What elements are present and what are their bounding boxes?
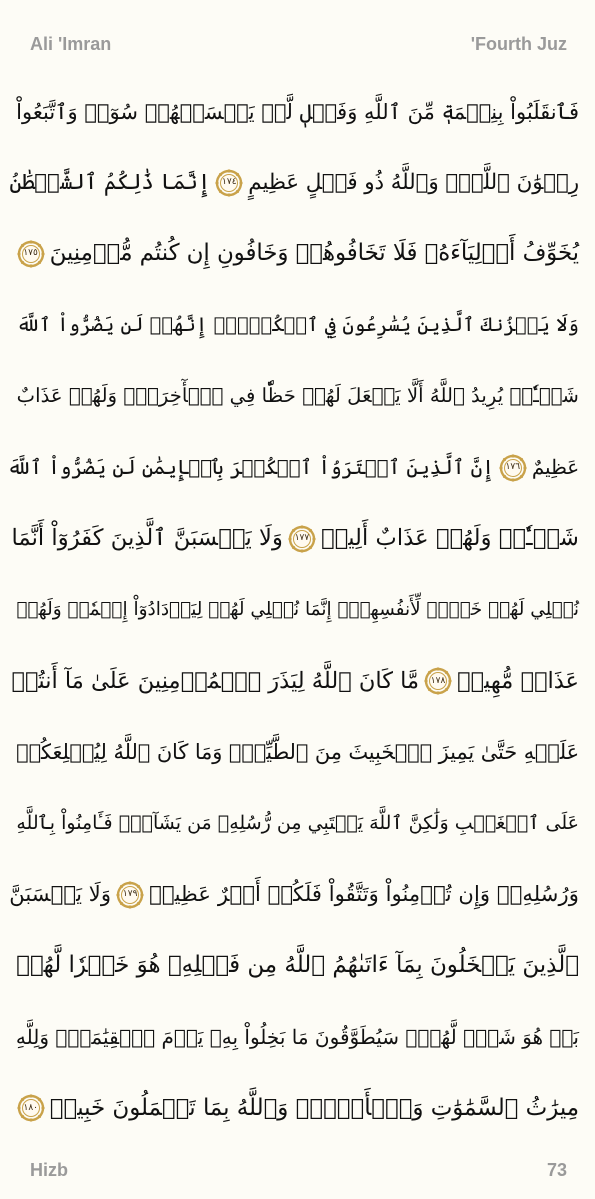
verse-text: فَٱنقَلَبُواْ بِنِعۡمَةٖ مِّنَ ٱللَّهِ وَفَضۡلٖ لَّمۡ يَمۡسَسۡهُمۡ سُوٓءٞ وَٱتَّبَعُواْ — [16, 98, 579, 124]
verse-text: رِضۡوَٰنَ ٱللَّهِۗ وَٱللَّهُ ذُو فَضۡلٍ عَظِيمٍ — [248, 170, 579, 196]
verse-text: عَذَابٞ مُّهِينٞ — [457, 667, 579, 694]
verse-line — [16, 574, 579, 645]
page-footer — [30, 1156, 567, 1184]
verse-text-group — [111, 880, 579, 910]
verse-text-group — [12, 239, 579, 269]
ayah-end-marker-icon — [214, 168, 244, 198]
ayah-number: ١٧٦ — [505, 462, 521, 472]
verse-text: عَلَى ٱلۡغَيۡبِ وَلَٰكِنَّ ٱللَّهَ يَجۡتَبِي مِن رُّسُلِهِۦ مَن يَشَآءُۖ فَـَٔامِنُواْ بِٱللَّهِ — [16, 811, 579, 834]
ayah-number: ١٧٩ — [122, 889, 138, 900]
ayah-end-marker-icon — [16, 1093, 46, 1123]
verse-text: وَلَا يَحۡزُنكَ ٱلَّذِينَ يُسَٰرِعُونَ فِي ٱلۡكُفۡرِۚ إِنَّهُمۡ لَن يَضُرُّواْ ٱللَّهَ — [16, 313, 579, 337]
ayah-number: ١٧٥ — [23, 248, 38, 259]
verse-text: مِيرَٰثُ ٱلسَّمَٰوَٰتِ وَٱلۡأَرۡضِۗ وَٱللَّهُ بِمَا تَعۡمَلُونَ خَبِيرٞ — [49, 1094, 579, 1121]
verse-text: إِنَّ ٱلَّذِينَ ٱشۡتَرَوُاْ ٱلۡكُفۡرَ بِٱلۡإِيمَٰنِ لَن يَضُرُّواْ ٱللَّهَ — [7, 455, 494, 479]
verse-text: نُمۡلِي لَهُمۡ خَيۡرٞ لِّأَنفُسِهِمۡۚ إِنَّمَا نُمۡلِي لَهُمۡ لِيَزۡدَادُوٓاْ إِثۡمٗاۖ وَلَهُمۡ — [16, 598, 579, 620]
verse-text: بَلۡ هُوَ شَرّٞ لَّهُمۡۖ سَيُطَوَّقُونَ مَا بَخِلُواْ بِهِۦ يَوۡمَ ٱلۡقِيَٰمَةِۗ وَلِلَّهِ — [15, 1025, 579, 1050]
verse-line — [9, 147, 579, 218]
page-header — [30, 30, 567, 58]
verse-line — [16, 1073, 579, 1144]
verse-line — [16, 717, 579, 788]
verse-text-group — [419, 666, 579, 696]
verse-text: وَرُسُلِهِۦۚ وَإِن تُؤۡمِنُواْ وَتَتَّقُواْ فَلَكُمۡ أَجۡرٌ عَظِيمٞ — [149, 882, 579, 908]
verse-text-group — [210, 168, 579, 198]
verse-text: شَيۡـٔٗاۚ يُرِيدُ ٱللَّهُ أَلَّا يَجۡعَلَ لَهُمۡ حَظّٗا فِي ٱلۡأٓخِرَةِۖ وَلَهُمۡ عَذَابٌ — [16, 384, 579, 408]
verse-text: عَظِيمٌ — [531, 455, 579, 479]
ayah-end-marker-icon — [498, 453, 528, 483]
verse-line — [9, 859, 579, 930]
juz-label: 'Fourth Juz — [470, 33, 567, 54]
hizb-label: Hizb — [30, 1159, 68, 1180]
verse-line — [16, 930, 579, 1001]
page-number: 73 — [546, 1159, 567, 1180]
verse-line — [7, 432, 579, 503]
ayah-end-marker-icon — [16, 239, 46, 269]
verse-text: ٱلَّذِينَ يَبۡخَلُونَ بِمَآ ءَاتَىٰهُمُ ٱللَّهُ مِن فَضۡلِهِۦ هُوَ خَيۡرٗا لَّهُمۖ — [16, 952, 579, 979]
quran-text-body — [7, 76, 579, 1144]
verse-line — [16, 290, 579, 361]
ayah-number: ١٨٠ — [23, 1102, 39, 1113]
ayah-number: ١٧٧ — [294, 533, 310, 544]
surah-name: Ali 'Imran — [30, 33, 112, 54]
ayah-number: ١٧٨ — [430, 675, 446, 686]
verse-line — [16, 76, 579, 147]
ayah-end-marker-icon — [287, 524, 317, 554]
verse-text: وَلَا يَحۡسَبَنَّ ٱلَّذِينَ كَفَرُوٓاْ أَنَّمَا — [11, 525, 283, 552]
verse-text: مَّا كَانَ ٱللَّهُ لِيَذَرَ ٱلۡمُؤۡمِنِينَ عَلَىٰ مَآ أَنتُمۡ — [11, 667, 420, 694]
verse-text: شَيۡـٔٗاۖ وَلَهُمۡ عَذَابٌ أَلِيمٞ — [320, 525, 579, 552]
verse-text: وَلَا يَحۡسَبَنَّ — [9, 882, 112, 908]
verse-text: يُخَوِّفُ أَوۡلِيَآءَهُۥ فَلَا تَخَافُوهُمۡ وَخَافُونِ إِن كُنتُم مُّؤۡمِنِينَ — [49, 240, 579, 267]
verse-text: عَلَيۡهِ حَتَّىٰ يَمِيزَ ٱلۡخَبِيثَ مِنَ ٱلطَّيِّبِۗ وَمَا كَانَ ٱللَّهُ لِيُطۡلِعَكُمۡ — [16, 739, 579, 764]
ayah-number: ١٧٤ — [222, 177, 237, 188]
ayah-end-marker-icon — [115, 880, 145, 910]
verse-line — [16, 218, 579, 289]
ayah-end-marker-icon — [423, 666, 453, 696]
verse-text-group — [494, 453, 579, 483]
verse-line — [11, 503, 579, 574]
verse-line — [16, 361, 579, 432]
verse-text: إِنَّمَا ذَٰلِكُمُ ٱلشَّيۡطَٰنُ — [9, 170, 211, 196]
verse-text-group — [283, 524, 579, 554]
verse-line — [11, 646, 579, 717]
verse-line — [16, 788, 579, 859]
verse-line — [16, 1002, 579, 1073]
verse-text-group — [12, 1093, 579, 1123]
